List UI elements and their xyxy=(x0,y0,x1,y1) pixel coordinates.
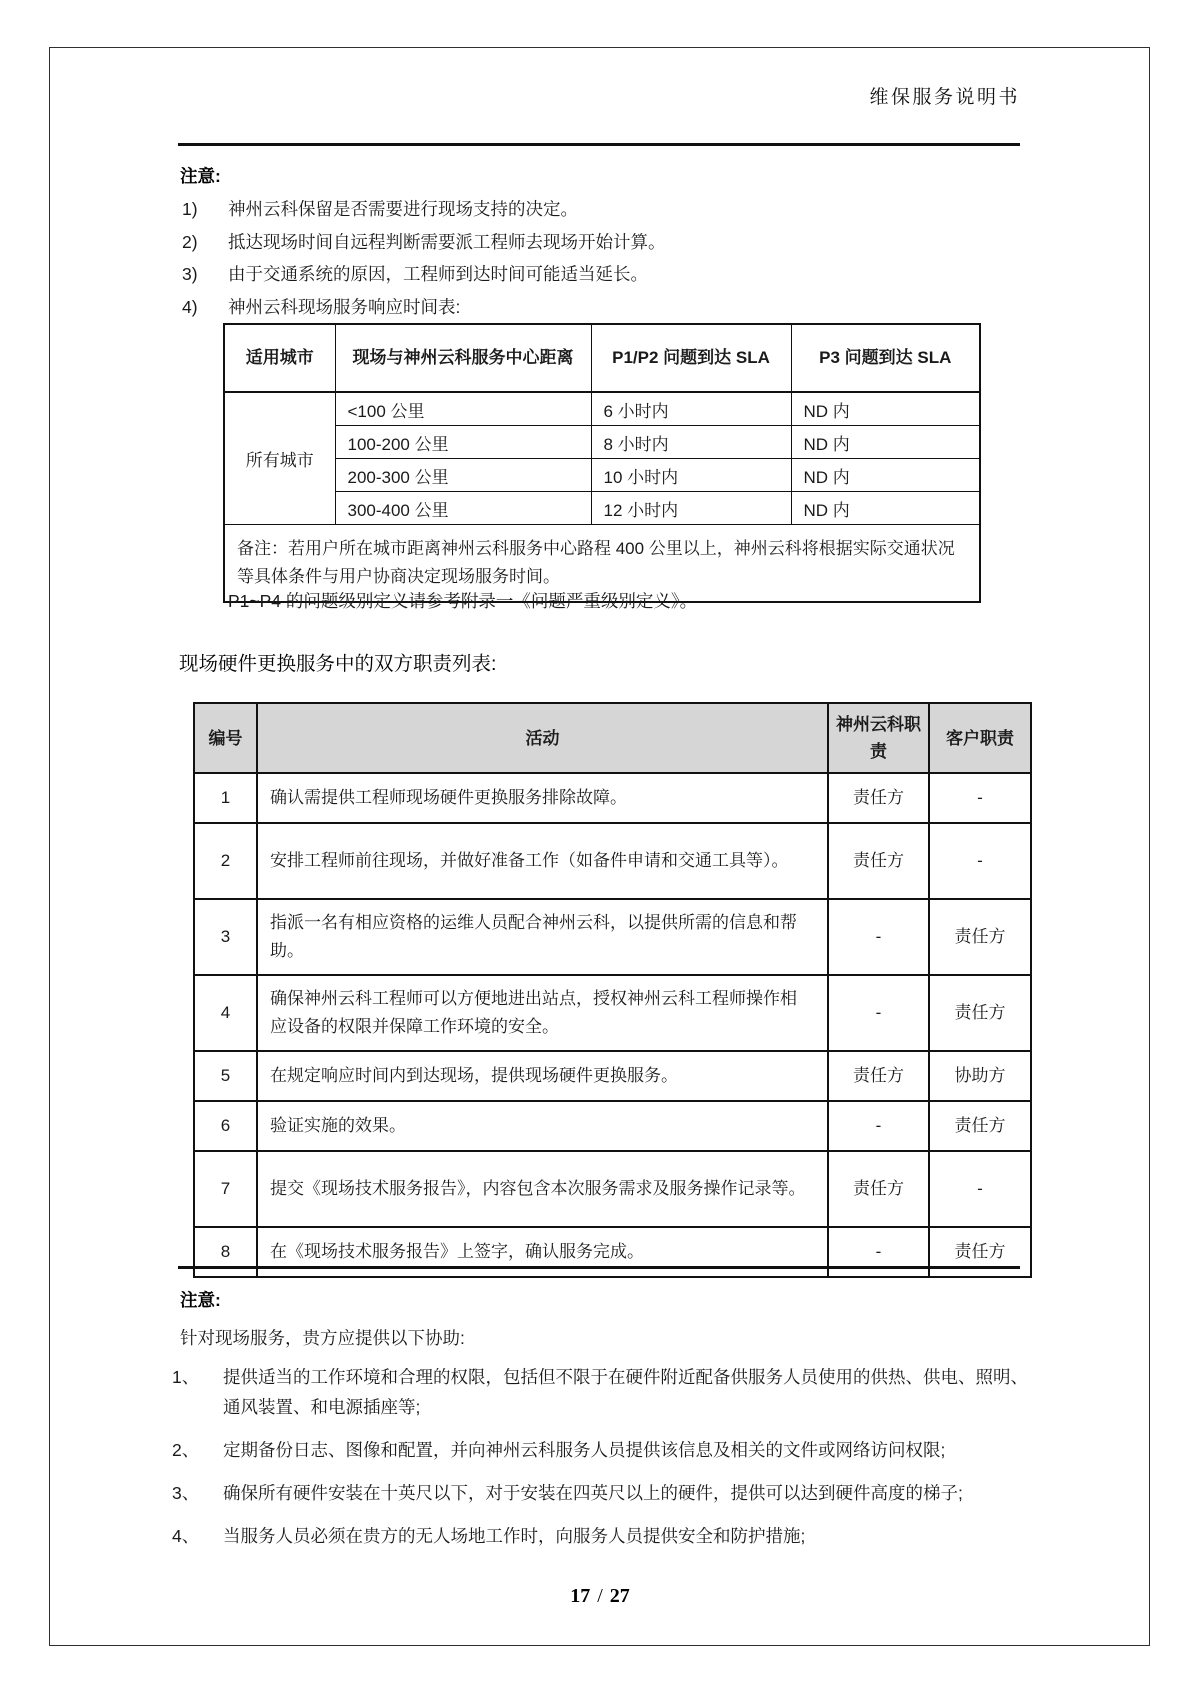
sla-header-cell: 适用城市 xyxy=(224,324,335,392)
list-item-number: 4、 xyxy=(172,1526,200,1546)
notice-top-item xyxy=(178,291,1038,324)
duty-customer-cell: 责任方 xyxy=(929,899,1031,975)
notice-top-item xyxy=(178,226,1038,259)
sla-distance-cell: 100-200 公里 xyxy=(335,426,591,459)
sla-distance-cell: 200-300 公里 xyxy=(335,459,591,492)
sla-data-row xyxy=(224,392,980,426)
list-item-text: 确保所有硬件安装在十英尺以下，对于安装在四英尺以上的硬件，提供可以达到硬件高度的梯子; xyxy=(223,1483,963,1503)
duty-header-cell: 活动 xyxy=(257,703,828,773)
section-divider-rule xyxy=(178,1266,1020,1269)
notice-label-bottom: 注意: xyxy=(180,1290,221,1310)
sla-p1p2-cell: 12 小时内 xyxy=(591,492,791,525)
notice-bottom-intro: 针对现场服务，贵方应提供以下协助: xyxy=(180,1328,465,1348)
duty-activity-cell: 验证实施的效果。 xyxy=(257,1101,828,1151)
duty-row xyxy=(194,823,1031,899)
list-item-number: 1、 xyxy=(172,1367,200,1387)
list-item-text: 当服务人员必须在贵方的无人场地工作时，向服务人员提供安全和防护措施; xyxy=(223,1526,806,1546)
sla-p3-cell: ND 内 xyxy=(791,459,980,492)
sla-data-row xyxy=(224,492,980,525)
duty-activity-cell: 在《现场技术服务报告》上签字，确认服务完成。 xyxy=(257,1227,828,1277)
list-item-text: 神州云科保留是否需要进行现场支持的决定。 xyxy=(228,199,578,219)
duty-customer-cell: 责任方 xyxy=(929,975,1031,1051)
notice-top-item xyxy=(178,258,1038,291)
document-header-title: 维保服务说明书 xyxy=(869,87,1020,108)
notice-bottom-item xyxy=(172,1478,1032,1508)
duty-row xyxy=(194,975,1031,1051)
duty-vendor-cell: 责任方 xyxy=(828,823,929,899)
duty-vendor-cell: 责任方 xyxy=(828,773,929,823)
notice-bottom-item xyxy=(172,1435,1032,1465)
page-number-current: 17 xyxy=(570,1585,591,1607)
duty-number-cell: 8 xyxy=(194,1227,257,1277)
duty-customer-cell: - xyxy=(929,823,1031,899)
duty-number-cell: 7 xyxy=(194,1151,257,1227)
duty-activity-cell: 确认需提供工程师现场硬件更换服务排除故障。 xyxy=(257,773,828,823)
list-item-number: 2、 xyxy=(172,1440,200,1460)
list-item-text: 由于交通系统的原因，工程师到达时间可能适当延长。 xyxy=(228,264,648,284)
duty-number-cell: 4 xyxy=(194,975,257,1051)
notice-bottom-item xyxy=(172,1521,1032,1551)
duty-customer-cell: - xyxy=(929,773,1031,823)
duty-row xyxy=(194,1051,1031,1101)
duty-row xyxy=(194,899,1031,975)
duty-responsibility-table xyxy=(193,702,1032,1278)
sla-distance-cell: <100 公里 xyxy=(335,392,591,426)
sla-response-table xyxy=(223,323,981,603)
sla-city-cell: 所有城市 xyxy=(224,392,335,525)
duty-customer-cell: 协助方 xyxy=(929,1051,1031,1101)
duty-row xyxy=(194,1101,1031,1151)
header-rule xyxy=(178,143,1020,146)
duty-vendor-cell: 责任方 xyxy=(828,1151,929,1227)
sla-p3-cell: ND 内 xyxy=(791,492,980,525)
duty-header-cell: 客户职责 xyxy=(929,703,1031,773)
sla-p1p2-cell: 8 小时内 xyxy=(591,426,791,459)
sla-p1p2-cell: 6 小时内 xyxy=(591,392,791,426)
notice-bottom-list xyxy=(172,1362,1032,1564)
duty-customer-cell: - xyxy=(929,1151,1031,1227)
duty-vendor-cell: - xyxy=(828,1101,929,1151)
duty-row xyxy=(194,1151,1031,1227)
duty-header-cell: 神州云科职责 xyxy=(828,703,929,773)
duty-row xyxy=(194,773,1031,823)
notice-label-top: 注意: xyxy=(180,166,221,186)
page-number-total: 27 xyxy=(609,1585,630,1607)
sla-header-cell: P3 问题到达 SLA xyxy=(791,324,980,392)
list-item-number: 3、 xyxy=(172,1483,200,1503)
duty-header-cell: 编号 xyxy=(194,703,257,773)
list-item-number: 3) xyxy=(182,264,198,284)
list-item-text: 神州云科现场服务响应时间表: xyxy=(228,296,461,317)
sla-data-row xyxy=(224,426,980,459)
list-item-number: 4) xyxy=(182,296,198,317)
duty-activity-cell: 提交《现场技术服务报告》，内容包含本次服务需求及服务操作记录等。 xyxy=(257,1151,828,1227)
notice-bottom-item xyxy=(172,1362,1032,1422)
duty-vendor-cell: 责任方 xyxy=(828,1051,929,1101)
severity-definition-note: P1~P4 的问题级别定义请参考附录一《问题严重级别定义》。 xyxy=(228,591,698,611)
sla-data-row xyxy=(224,459,980,492)
list-item-text: 定期备份日志、图像和配置，并向神州云科服务人员提供该信息及相关的文件或网络访问权限; xyxy=(223,1440,946,1460)
duty-activity-cell: 指派一名有相应资格的运维人员配合神州云科，以提供所需的信息和帮助。 xyxy=(257,899,828,975)
duty-vendor-cell: - xyxy=(828,899,929,975)
sla-header-row xyxy=(224,324,980,392)
duty-activity-cell: 安排工程师前往现场，并做好准备工作（如备件申请和交通工具等）。 xyxy=(257,823,828,899)
notice-top-list xyxy=(178,193,1038,323)
sla-header-cell: P1/P2 问题到达 SLA xyxy=(591,324,791,392)
sla-p1p2-cell: 10 小时内 xyxy=(591,459,791,492)
duty-number-cell: 3 xyxy=(194,899,257,975)
duty-number-cell: 5 xyxy=(194,1051,257,1101)
page-number-separator: / xyxy=(597,1585,603,1607)
duty-vendor-cell: - xyxy=(828,975,929,1051)
duty-number-cell: 1 xyxy=(194,773,257,823)
sla-remark-cell: 备注：若用户所在城市距离神州云科服务中心路程 400 公里以上，神州云科将根据实际交通状况等具体条件与用户协商决定现场服务时间。 xyxy=(224,525,980,603)
list-item-number: 2) xyxy=(182,231,198,252)
list-item-text: 抵达现场时间自远程判断需要派工程师去现场开始计算。 xyxy=(228,231,666,252)
sla-p3-cell: ND 内 xyxy=(791,392,980,426)
sla-p3-cell: ND 内 xyxy=(791,426,980,459)
duty-customer-cell: 责任方 xyxy=(929,1227,1031,1277)
page-footer xyxy=(0,1585,1200,1608)
duty-activity-cell: 确保神州云科工程师可以方便地进出站点，授权神州云科工程师操作相应设备的权限并保障工作环境的安全。 xyxy=(257,975,828,1051)
sla-distance-cell: 300-400 公里 xyxy=(335,492,591,525)
list-item-number: 1) xyxy=(182,199,198,219)
duty-number-cell: 2 xyxy=(194,823,257,899)
duty-vendor-cell: - xyxy=(828,1227,929,1277)
duty-header-row xyxy=(194,703,1031,773)
list-item-text: 提供适当的工作环境和合理的权限，包括但不限于在硬件附近配备供服务人员使用的供热、供电、照明、通风装置、和电源插座等; xyxy=(223,1367,1028,1417)
sla-header-cell: 现场与神州云科服务中心距离 xyxy=(335,324,591,392)
section-title: 现场硬件更换服务中的双方职责列表: xyxy=(179,653,497,675)
notice-top-item xyxy=(178,193,1038,226)
duty-row xyxy=(194,1227,1031,1277)
duty-activity-cell: 在规定响应时间内到达现场，提供现场硬件更换服务。 xyxy=(257,1051,828,1101)
duty-number-cell: 6 xyxy=(194,1101,257,1151)
duty-customer-cell: 责任方 xyxy=(929,1101,1031,1151)
